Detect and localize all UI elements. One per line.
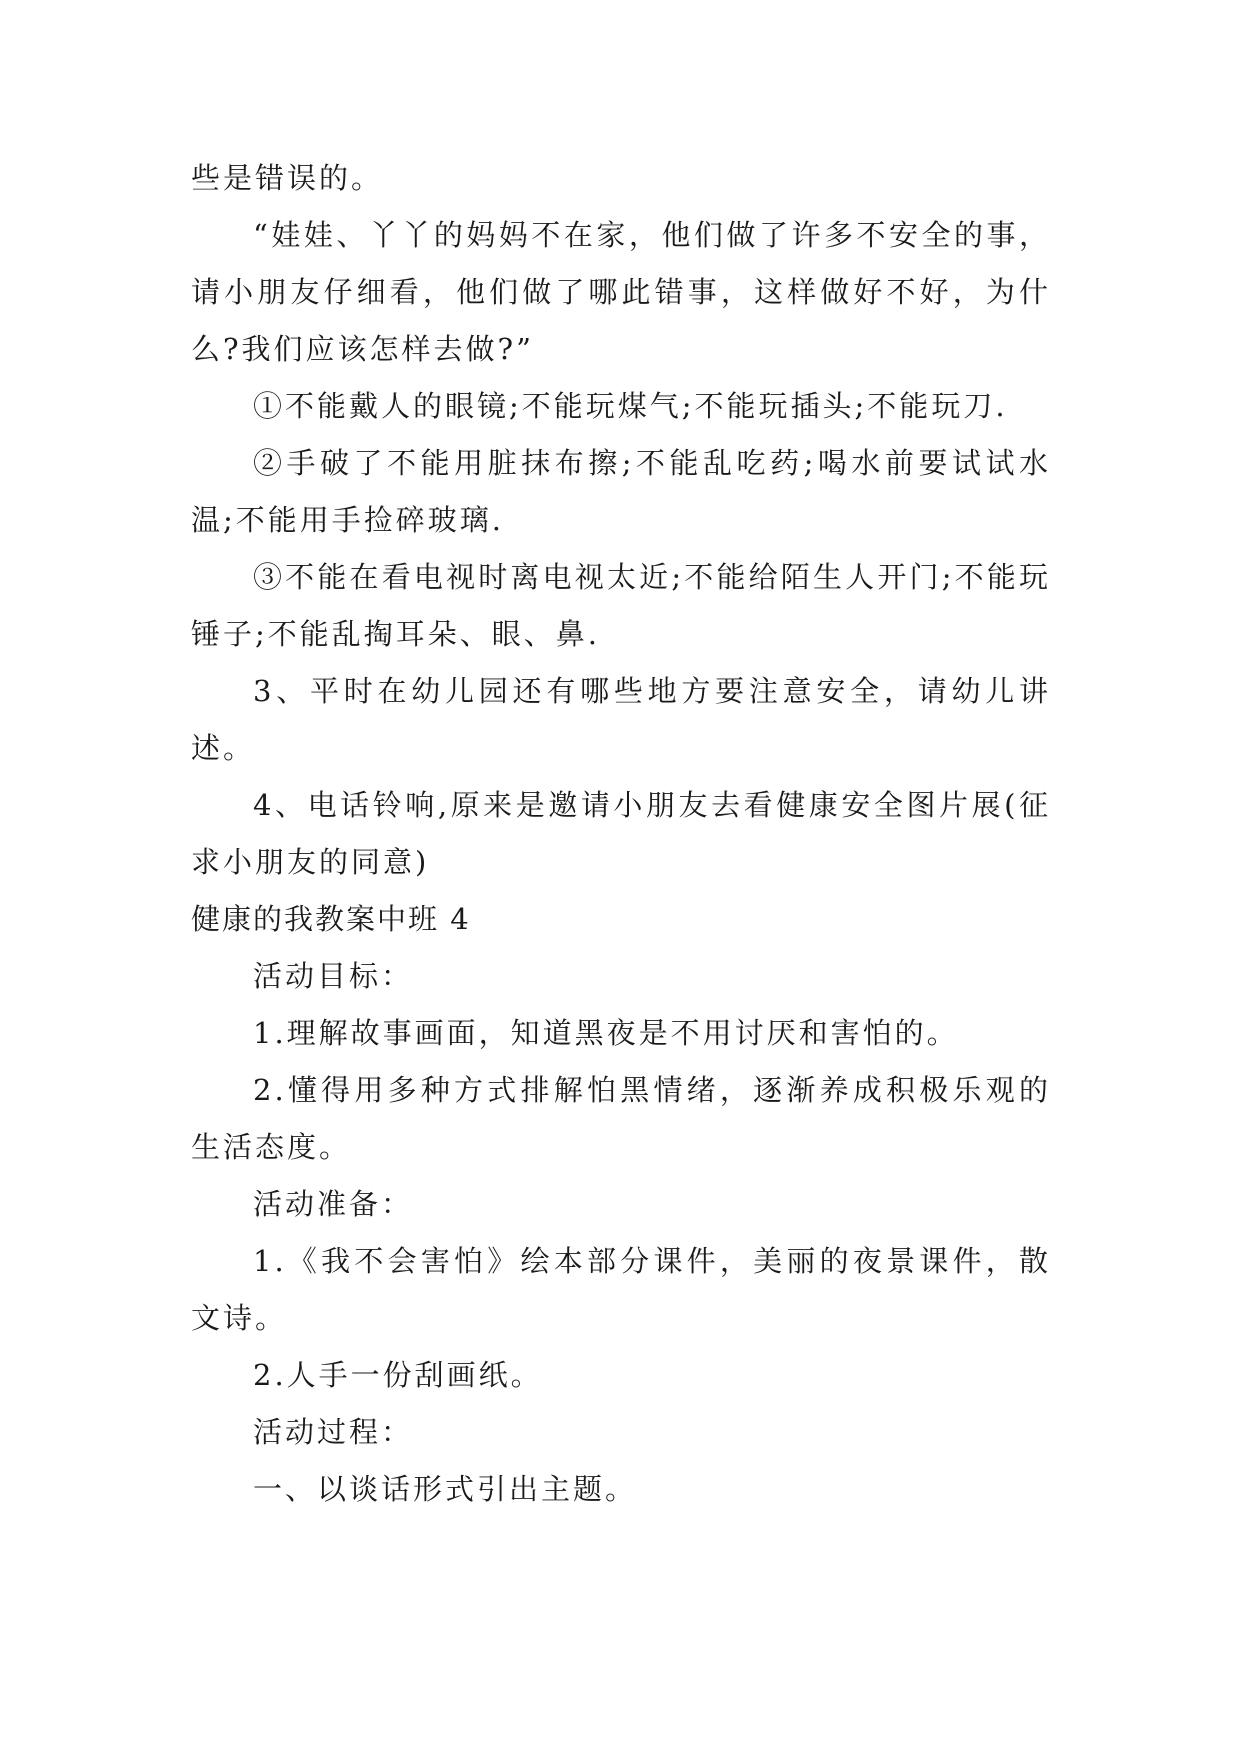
paragraph: 活动目标： <box>253 959 414 993</box>
paragraph: 活动准备： <box>253 1187 414 1221</box>
paragraph: 2.人手一份刮画纸。 <box>253 1358 543 1392</box>
paragraph: ①不能戴人的眼镜;不能玩煤气;不能玩插头;不能玩刀. <box>253 389 1008 423</box>
paragraph: 3、平时在幼儿园还有哪些地方要注意安全，请幼儿讲述。 <box>191 674 1051 765</box>
paragraph: 一、以谈话形式引出主题。 <box>253 1472 638 1506</box>
paragraph: 4、电话铃响,原来是邀请小朋友去看健康安全图片展(征求小朋友的同意) <box>191 788 1051 879</box>
paragraph: 活动过程： <box>253 1415 414 1449</box>
paragraph: 2.懂得用多种方式排解怕黑情绪，逐渐养成积极乐观的生活态度。 <box>191 1073 1051 1164</box>
paragraph: ②手破了不能用脏抹布擦;不能乱吃药;喝水前要试试水温;不能用手捡碎玻璃. <box>191 446 1051 537</box>
section-heading: 健康的我教案中班 4 <box>191 902 471 936</box>
paragraph: 1.理解故事画面，知道黑夜是不用讨厌和害怕的。 <box>253 1016 959 1050</box>
paragraph: ③不能在看电视时离电视太近;不能给陌生人开门;不能玩锤子;不能乱掏耳朵、眼、鼻. <box>191 560 1051 651</box>
paragraph: 1.《我不会害怕》绘本部分课件，美丽的夜景课件，散文诗。 <box>191 1244 1051 1335</box>
paragraph: 些是错误的。 <box>191 161 384 195</box>
paragraph: “娃娃、丫丫的妈妈不在家，他们做了许多不安全的事，请小朋友仔细看，他们做了哪此错事，这样做好不好，为什么?我们应该怎样去做?” <box>191 218 1051 366</box>
document-page <box>191 150 1051 1518</box>
